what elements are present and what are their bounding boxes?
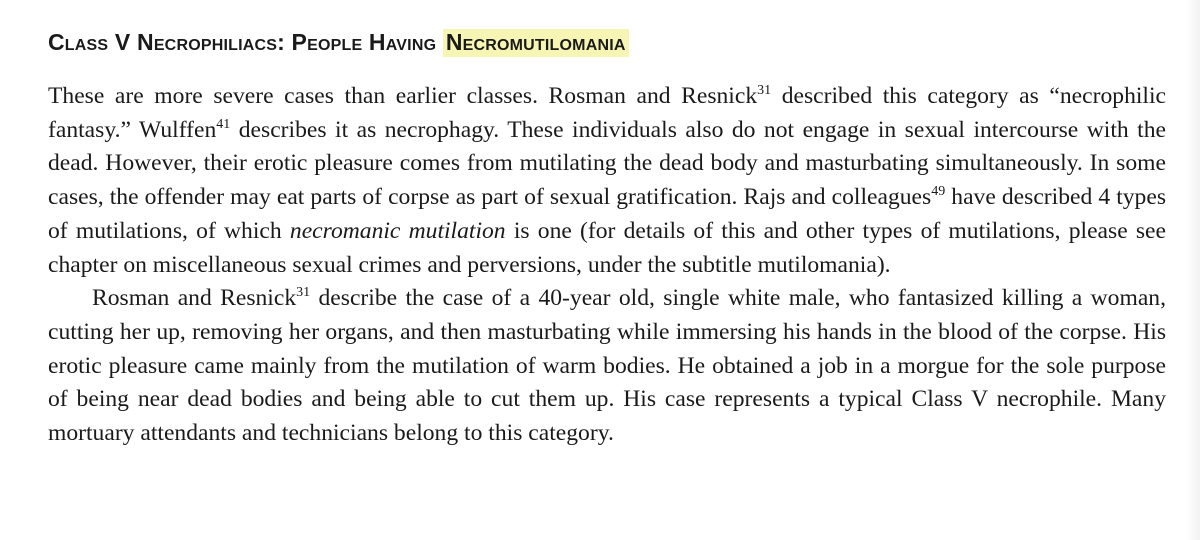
paragraph-2: [48, 282, 1166, 451]
citation-31-second: 31: [296, 285, 311, 301]
p2-text-2: describe the case of a 40-year old, single white male, who fantasized killing a woman, cutting her up, removing her organs, and then masturbating while immersing his hands in the blood of the corpse. His erotic pleasure came mainly from the mutilation of warm bodies. He obtained a job in a morgue for the sole purpose of being near dead bodies and being able to cut them up. His case represents a typical Class V necrophile. Many mortuary attendants and technicians belong to this category.: [48, 285, 1166, 447]
p1-italic-term: necromanic mutilation: [289, 217, 506, 244]
p1-text-2: described this category as “necrophilic fantasy.” Wulffen: [48, 83, 1166, 143]
citation-49: 49: [931, 184, 946, 200]
p2-text-1: Rosman and Resnick: [92, 285, 297, 312]
section-heading: [48, 26, 1166, 58]
p1-text-1: These are more severe cases than earlier classes. Rosman and Resnick: [48, 83, 758, 109]
citation-41: 41: [216, 116, 231, 132]
p1-text-4: have described 4 types of mutilations, of which: [48, 184, 1166, 244]
citation-31: 31: [757, 83, 772, 98]
p1-text-3: describes it as necrophagy. These individuals also do not engage in sexual intercourse with the dead. However, their erotic pleasure comes from mutilating the dead body and masturbating simultaneously. In some cases, the offender may eat parts of corpse as part of sexual gratification. Rajs and colleagues: [48, 116, 1166, 211]
heading-prefix: Class V Necrophiliacs: People Having: [48, 29, 443, 55]
p1-text-5: is one (for details of this and other types of mutilations, please see chapter on miscellaneous sexual crimes and perversions, under the subtitle mutilomania).: [48, 217, 1166, 278]
document-page: [48, 26, 1166, 451]
page-edge-shadow: [1186, 0, 1200, 540]
paragraph-1: [48, 80, 1166, 282]
heading-highlight: Necromutilomania: [443, 29, 629, 57]
